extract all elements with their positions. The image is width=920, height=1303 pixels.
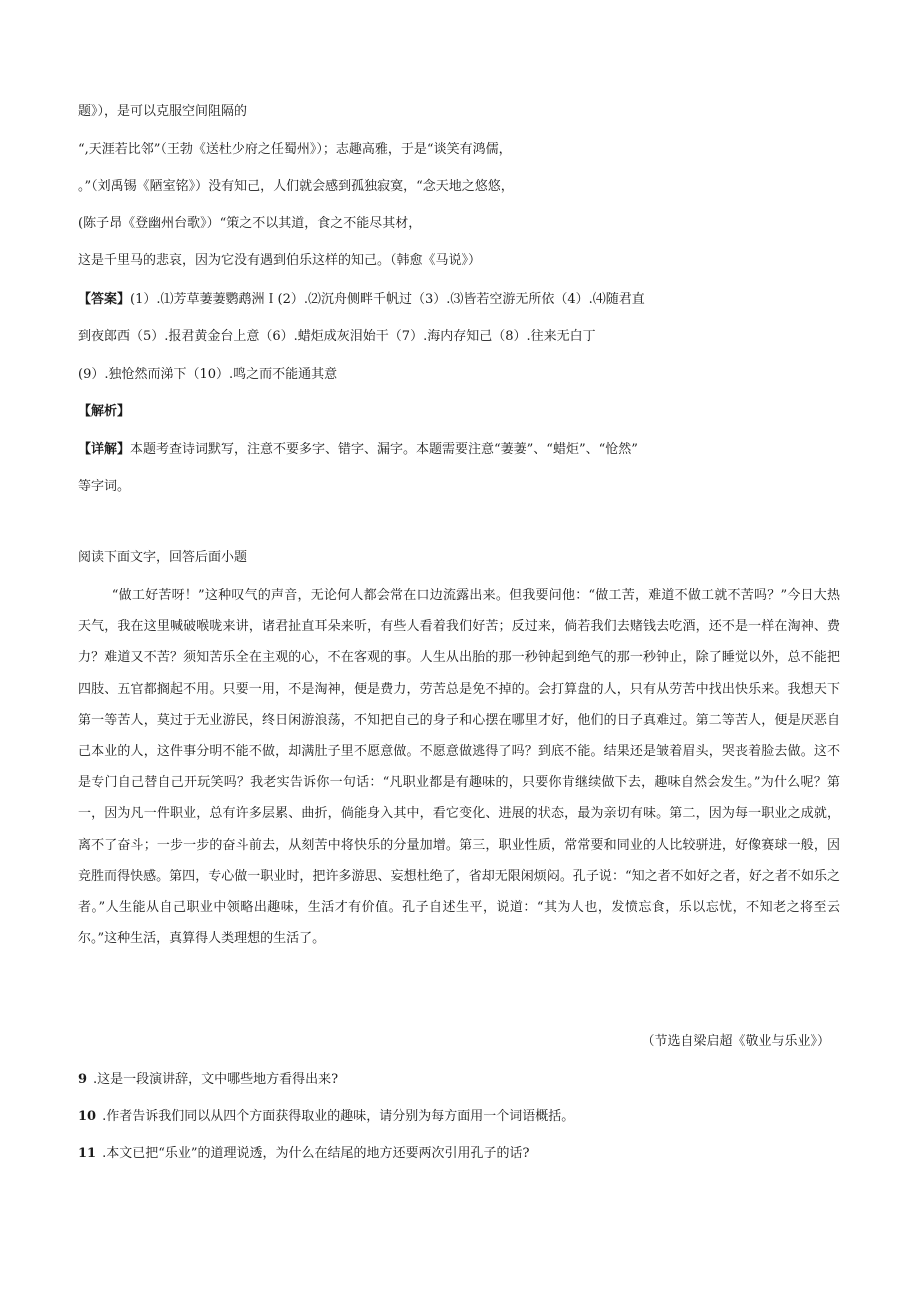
question-11	[78, 1145, 530, 1163]
poem-line-4: (陈子昂《登幽州台歌》）“策之不以其道，食之不能尽其材，	[78, 216, 422, 231]
question-number: 10	[78, 1109, 97, 1124]
poem-line-5: 这是千里马的悲哀，因为它没有遇到伯乐这样的知己。（韩愈《马说》）	[78, 253, 482, 268]
answer-line-1	[78, 291, 645, 309]
question-text: .作者告诉我们同以从四个方面获得取业的趣味，请分别为每方面用一个词语概括。	[102, 1109, 575, 1124]
question-text: .本文已把“乐业”的道理说透，为什么在结尾的地方还要两次引用孔子的话?	[102, 1146, 530, 1161]
passage-paragraph: “做工好苦呀！”这种叹气的声音，无论何人都会常在口边流露出来。但我要问他：“做工苦，难道不做工就不苦吗？”今日大热天气，我在这里喊破喉咙来讲，诸君扯直耳朵来听，有些人看着我们好苦；反过来，倘若我们去赌钱去吃酒，还不是一样在淘神、费力？难道又不苦？须知苦乐全在主观的心，不在客观的事。人生从出胎的那一秒钟起到绝气的那一秒钟止，除了睡觉以外，总不能把四肢、五官都搁起不用。只要一用，不是淘神，便是费力，劳苦总是免不掉的。会打算盘的人，只有从劳苦中找出快乐来。我想天下第一等苦人，莫过于无业游民，终日闲游浪荡，不知把自己的身子和心摆在哪里才好，他们的日子真难过。第二等苦人，便是厌恶自己本业的人，这件事分明不能不做，却满肚子里不愿意做。不愿意做逃得了吗？到底不能。结果还是皱着眉头，哭丧着脸去做。这不是专门自己替自己开玩笑吗？我老实告诉你一句话：“凡职业都是有趣味的，只要你肯继续做下去，趣味自然会发生。”为什么呢？第一，因为凡一件职业，总有许多层累、曲折，倘能身入其中，看它变化、进展的状态，最为亲切有味。第二，因为每一职业之成就，离不了奋斗；一步一步的奋斗前去，从刻苦中将快乐的分量加增。第三，职业性质，常常要和同业的人比较骈进，好像赛球一般，因竞胜而得快感。第四，专心做一职业时，把许多游思、妄想杜绝了，省却无限闲烦闷。孔子说：“知之者不如好之者，好之者不如乐之者。”人生能从自己职业中领略出趣味，生活才有价值。孔子自述生平，说道：“其为人也，发愤忘食，乐以忘忧，不知老之将至云尔。”这种生活，真算得人类理想的生活了。	[78, 588, 840, 947]
passage-source: （节选自梁启超《敬业与乐业》）	[641, 1034, 830, 1049]
question-10	[78, 1108, 574, 1126]
answer-line-3: (9）.独怆然而涕下（10）.鸣之而不能通其意	[78, 367, 338, 382]
question-number: 9	[78, 1072, 88, 1087]
detail-line-1	[78, 441, 638, 459]
question-number: 11	[78, 1146, 97, 1161]
question-9	[78, 1071, 338, 1089]
answer-text-1: (1）.⑴芳草萋萋鹦鹉洲Ｉ(2）.⑵沉舟侧畔千帆过（3）.⑶皆若空游无所依（4）.⑷随君直	[130, 292, 645, 307]
detail-label: 【详解】	[78, 442, 131, 457]
question-text: .这是一段演讲辞，文中哪些地方看得出来?	[93, 1072, 339, 1087]
poem-line-3: 。”（刘禹锡《陋室铭》）没有知己，人们就会感到孤独寂寞，“念天地之悠悠，	[78, 179, 514, 194]
detail-line-2: 等字词。	[78, 479, 131, 494]
poem-line-1: 题》），是可以克服空间阻隔的	[78, 104, 248, 119]
answer-line-2: 到夜郎西（5）.报君黄金台上意（6）.蜡炬成灰泪始干（7）.海内存知己（8）.往来无白丁	[78, 329, 596, 344]
reading-intro: 阅读下面文字，回答后面小题	[78, 550, 248, 565]
poem-line-2: “,天涯若比邻”（王勃《送杜少府之任蜀州》）；志趣高雅，于是“谈笑有鸿儒，	[78, 142, 512, 157]
answer-label: 【答案】	[78, 292, 131, 307]
analysis-label: 【解析】	[78, 404, 131, 419]
detail-text-1: 本题考查诗词默写，注意不要多字、错字、漏字。本题需要注意“萋萋”、“蜡炬”、“怆然”	[130, 442, 638, 457]
